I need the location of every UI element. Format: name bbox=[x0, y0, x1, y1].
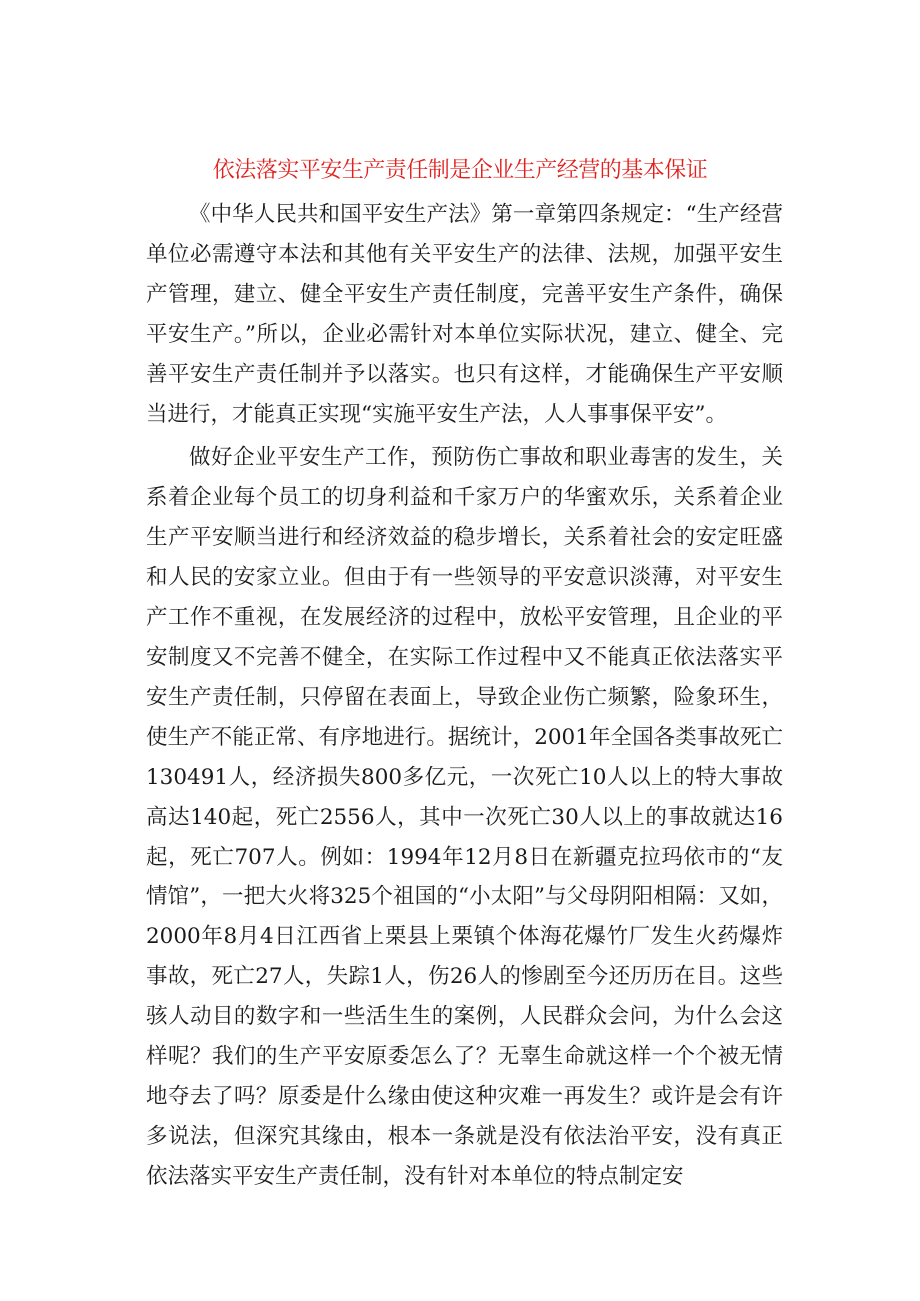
paragraph-safety-importance: 做好企业平安生产工作，预防伤亡事故和职业毒害的发生，关系着企业每个员工的切身利益和千家万户的华蜜欢乐，关系着企业生产平安顺当进行和经济效益的稳步增长，关系着社会的安定旺盛和人民的安家立业。但由于有一些领导的平安意识淡薄，对平安生产工作不重视，在发展经济的过程中，放松平安管理，且企业的平安制度又不完善不健全，在实际工作过程中又不能真正依法落实平安生产责任制，只停留在表面上，导致企业伤亡频繁，险象环生，使生产不能正常、有序地进行。据统计，2001年全国各类事故死亡130491人，经济损失800多亿元，一次死亡10人以上的特大事故高达140起，死亡2556人，其中一次死亡30人以上的事故就达16起，死亡707人。例如：1994年12月8日在新疆克拉玛依市的“友情馆”，一把大火将325个祖国的“小太阳”与父母阴阳相隔：又如，2000年8月4日江西省上栗县上栗镇个体海花爆竹厂发生火药爆炸事故，死亡27人，失踪1人，伤26人的惨剧至今还历历在目。这些骇人动目的数字和一些活生生的案例，人民群众会问，为什么会这样呢？我们的生产平安原委怎么了？无辜生命就这样一个个被无情地夺去了吗？原委是什么缘由使这种灾难一再发生？或许是会有许多说法，但深究其缘由，根本一条就是没有依法治平安，没有真正依法落实平安生产责任制，没有针对本单位的特点制定安 bbox=[146, 445, 783, 1189]
paragraph-law-citation: 《中华人民共和国平安生产法》第一章第四条规定：“生产经营单位必需遵守本法和其他有关平安生产的法律、法规，加强平安生产管理，建立、健全平安生产责任制度，完善平安生产条件，确保平安生产。”所以，企业必需针对本单位实际状况，建立、健全、完善平安生产责任制并予以落实。也只有这样，才能确保生产平安顺当进行，才能真正实现“实施平安生产法，人人事事保平安”。 bbox=[146, 202, 783, 427]
document-title: 依法落实平安生产责任制是企业生产经营的基本保证 bbox=[212, 158, 708, 183]
document-body bbox=[146, 195, 783, 1197]
